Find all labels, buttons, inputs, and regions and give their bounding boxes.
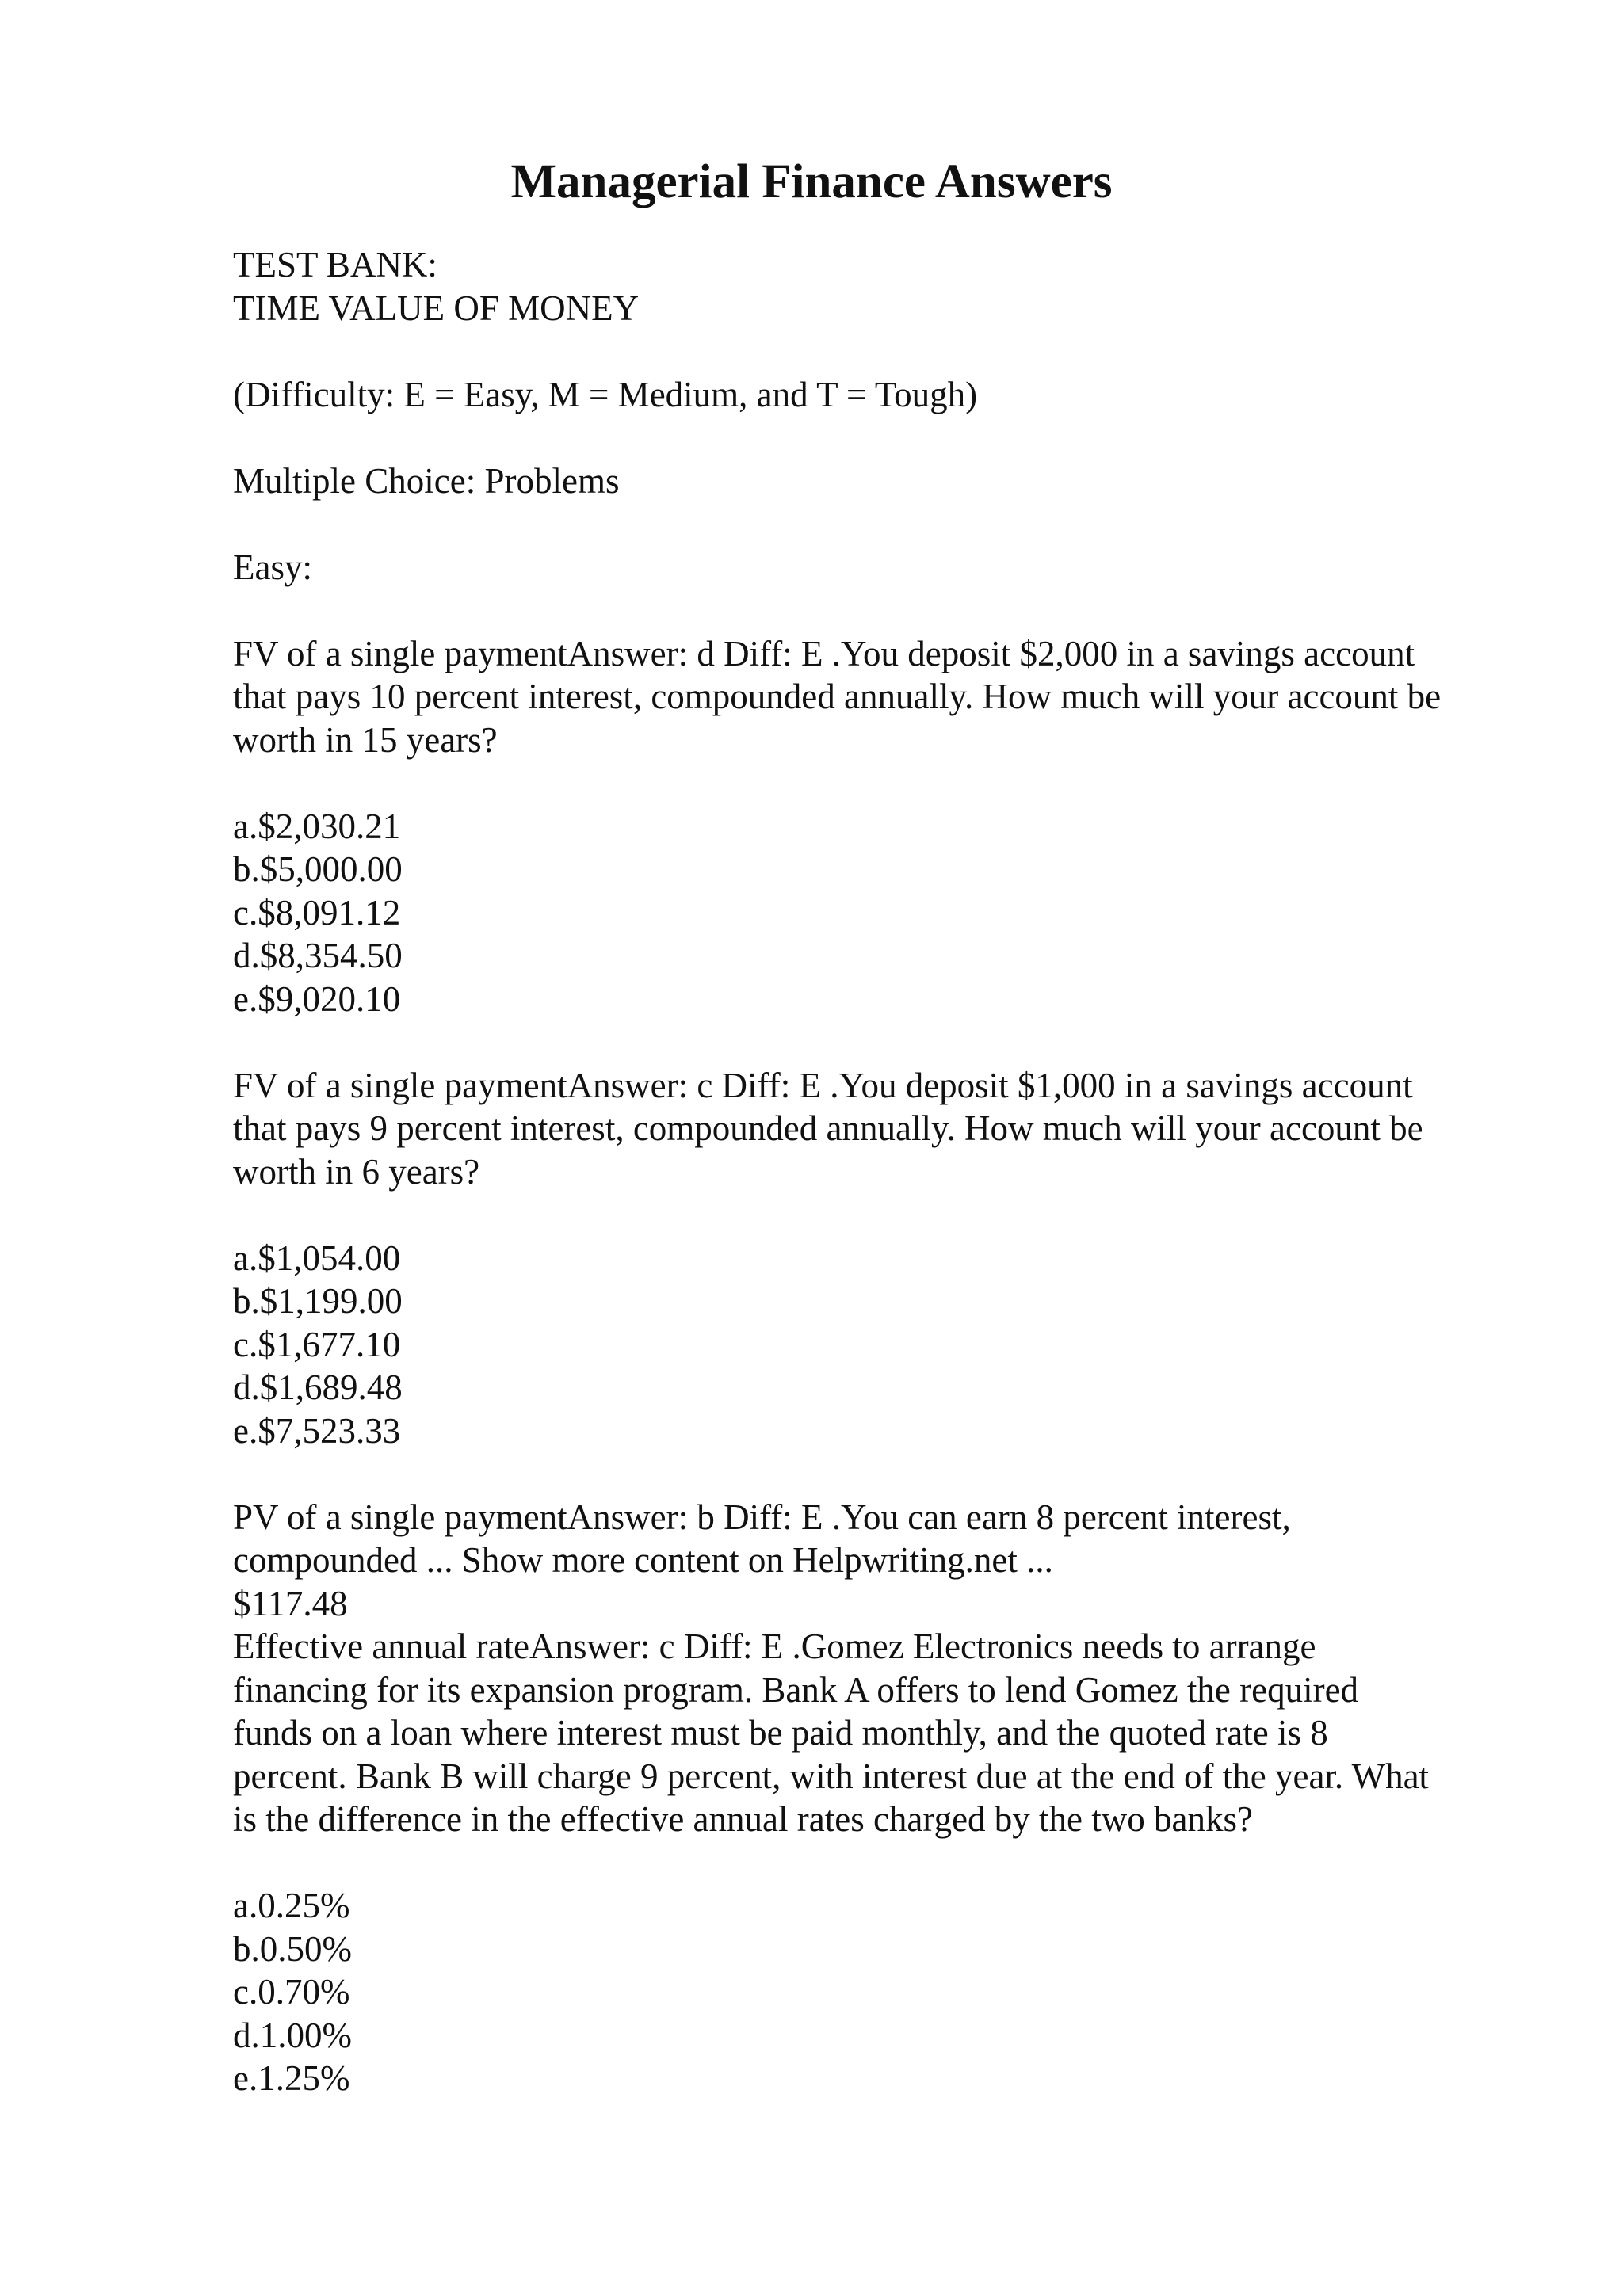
question-2: [233, 1064, 1533, 1453]
spacer: [233, 416, 1533, 460]
answer-option: a.0.25%: [233, 1886, 350, 1925]
spacer: [233, 330, 1533, 373]
section-heading: Multiple Choice: Problems: [233, 460, 620, 501]
answer-option: d.$1,689.48: [233, 1367, 403, 1407]
question-text-line: PV of a single paymentAnswer: b Diff: E .You can earn 8 percent interest,: [233, 1497, 1291, 1537]
answer-option: e.$9,020.10: [233, 978, 401, 1019]
question-3: [233, 1496, 1533, 1626]
spacer: [233, 1020, 1533, 1064]
answer-option: a.$2,030.21: [233, 806, 401, 846]
answer-option: b.$5,000.00: [233, 849, 403, 889]
question-text-line: is the difference in the effective annual rates charged by the two banks?: [233, 1799, 1253, 1839]
document-title: Managerial Finance Answers: [510, 155, 1113, 208]
header-line-1: TEST BANK:: [233, 245, 437, 284]
level-heading: Easy:: [233, 547, 312, 587]
answer-option: c.0.70%: [233, 1972, 350, 2012]
question-text-line: worth in 6 years?: [233, 1151, 480, 1192]
question-text-line: worth in 15 years?: [233, 719, 498, 760]
question-text-line: FV of a single paymentAnswer: d Diff: E .You deposit $2,000 in a savings account: [233, 633, 1415, 673]
spacer: [233, 1193, 1533, 1237]
spacer: [233, 502, 1533, 546]
question-text-line: Effective annual rateAnswer: c Diff: E .Gomez Electronics needs to arrange: [233, 1627, 1316, 1666]
question-4: [233, 1625, 1533, 2100]
answer-option: d.1.00%: [233, 2015, 352, 2055]
answer-option: e.$7,523.33: [233, 1410, 401, 1451]
spacer: [233, 1452, 1533, 1496]
question-text-line: that pays 10 percent interest, compounded annually. How much will your account be: [233, 677, 1442, 716]
question-text-line: FV of a single paymentAnswer: c Diff: E .You deposit $1,000 in a savings account: [233, 1065, 1413, 1105]
question-text-line: compounded ... Show more content on Helpwriting.net ...: [233, 1540, 1053, 1580]
answer-option: b.$1,199.00: [233, 1281, 403, 1321]
answer-option: d.$8,354.50: [233, 936, 403, 975]
question-text-line: that pays 9 percent interest, compounded annually. How much will your account be: [233, 1108, 1423, 1148]
question-text-line: financing for its expansion program. Bank A offers to lend Gomez the required: [233, 1669, 1359, 1710]
spacer: [233, 1841, 1533, 1885]
header-line-2: TIME VALUE OF MONEY: [233, 288, 640, 328]
answer-option: c.$8,091.12: [233, 892, 401, 933]
question-text-line: percent. Bank B will charge 9 percent, with interest due at the end of the year. What: [233, 1756, 1430, 1796]
answer-option: a.$1,054.00: [233, 1238, 401, 1278]
question-text-line: funds on a loan where interest must be paid monthly, and the quoted rate is 8: [233, 1713, 1328, 1753]
document-body: [233, 243, 1533, 2100]
question-text-line: $117.48: [233, 1583, 348, 1623]
spacer: [233, 589, 1533, 632]
spacer: [233, 761, 1533, 805]
question-1: [233, 632, 1533, 1021]
difficulty-note: (Difficulty: E = Easy, M = Medium, and T = Tough): [233, 374, 978, 414]
answer-option: b.0.50%: [233, 1928, 352, 1969]
answer-option: c.$1,677.10: [233, 1324, 401, 1364]
answer-option: e.1.25%: [233, 2058, 350, 2098]
